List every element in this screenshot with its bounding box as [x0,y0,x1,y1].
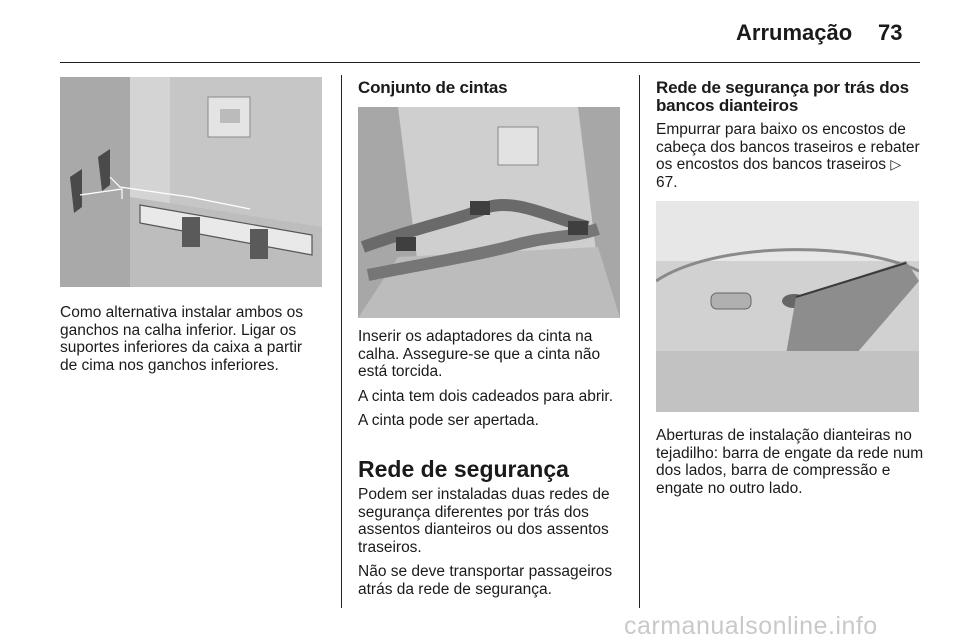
col2-text-block-2 [358,486,623,605]
page-title: Arrumação [736,20,853,45]
page-number: 73 [878,20,903,45]
col3-para1-text: Empurrar para baixo os encostos de cabeça dos bancos traseiros e rebater os encostos dos bancos traseiros [656,121,920,173]
column-divider-2 [639,75,640,608]
roof-opening-illustration [656,201,919,412]
header-rule [60,62,920,63]
strap-set-heading: Conjunto de cintas [358,78,508,97]
safety-net-heading: Rede de segurança [358,456,569,482]
front-seats-net-heading: Rede de segurança por trás dos bancos dianteiros [656,78,909,115]
watermark: carmanualsonline.info [624,612,878,640]
strap-set-illustration [358,107,620,318]
col2-para3: A cinta pode ser apertada. [358,412,539,429]
col2-text-block [358,328,623,437]
column-divider-1 [341,75,342,608]
rail-hooks-illustration [60,77,322,287]
col3-para1-ref: 67. [656,173,678,191]
col2-para2: A cinta tem dois cadeados para abrir. [358,387,614,405]
col1-paragraph: Como alternativa instalar ambos os ganchos na calha inferior. Ligar os suportes inferiores da caixa a partir de cima nos ganchos inferiores. [60,304,303,374]
col2-para5: Não se deve transportar passageiros atrás da rede de segurança. [358,563,613,598]
page-reference-icon: ▷ [890,156,902,172]
col2-para1: Inserir os adaptadores da cinta na calha. Assegure-se que a cinta não está torcida. [358,328,601,380]
col2-para4: Podem ser instaladas duas redes de segurança diferentes por trás dos assentos dianteiros ou dos assentos traseiros. [358,486,610,556]
col3-para1 [656,121,926,191]
col3-para2: Aberturas de instalação dianteiras no tejadilho: barra de engate da rede num dos lados, barra de compressão e engate no outro lado. [656,427,924,497]
